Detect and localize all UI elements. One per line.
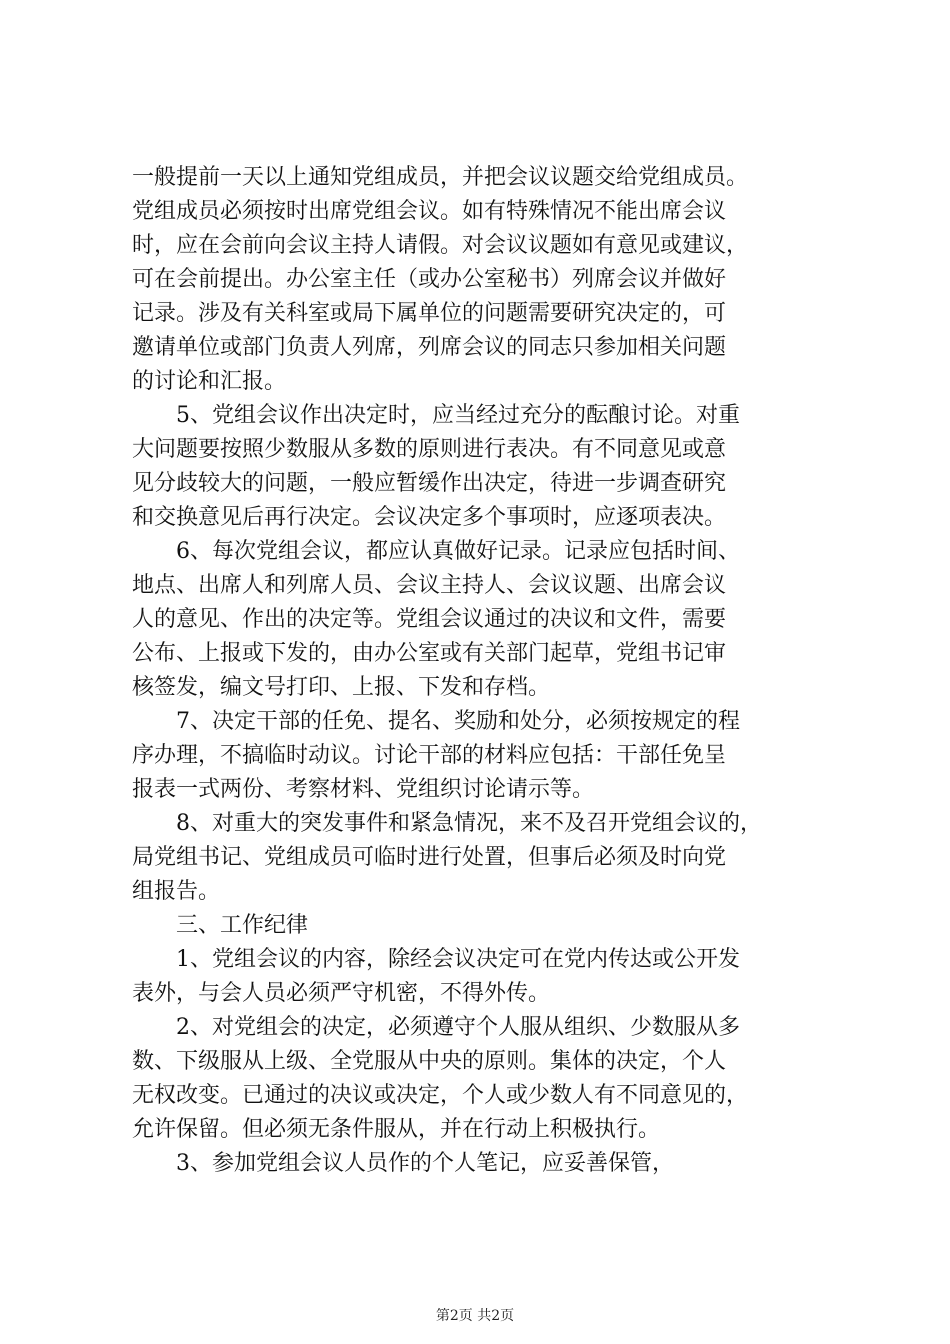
text-line: 见分歧较大的问题，一般应暂缓作出决定，待进一步调查研究 <box>132 471 727 496</box>
text-line: 2、对党组会的决定，必须遵守个人服从组织、少数服从多 <box>176 1015 740 1040</box>
text-line: 地点、出席人和列席人员、会议主持人、会议议题、出席会议 <box>132 573 727 598</box>
text-line: 党组成员必须按时出席党组会议。如有特殊情况不能出席会议 <box>132 199 727 224</box>
text-line: 一般提前一天以上通知党组成员，并把会议议题交给党组成员。 <box>132 165 749 190</box>
text-line: 3、参加党组会议人员作的个人笔记，应妥善保管， <box>176 1151 674 1176</box>
text-line: 组报告。 <box>132 879 221 904</box>
text-line: 表外，与会人员必须严守机密，不得外传。 <box>132 981 551 1006</box>
text-line: 1、党组会议的内容，除经会议决定可在党内传达或公开发 <box>176 947 740 972</box>
text-line: 6、每次党组会议，都应认真做好记录。记录应包括时间、 <box>176 539 740 564</box>
text-line: 序办理，不搞临时动议。讨论干部的材料应包括：干部任免呈 <box>132 743 727 768</box>
text-line: 局党组书记、党组成员可临时进行处置，但事后必须及时向党 <box>132 845 727 870</box>
text-line: 人的意见、作出的决定等。党组会议通过的决议和文件，需要 <box>132 607 727 632</box>
text-line: 数、下级服从上级、全党服从中央的原则。集体的决定，个人 <box>132 1049 727 1074</box>
text-line: 5、党组会议作出决定时，应当经过充分的酝酿讨论。对重 <box>176 403 740 428</box>
text-line: 和交换意见后再行决定。会议决定多个事项时，应逐项表决。 <box>132 505 727 530</box>
text-line: 可在会前提出。办公室主任（或办公室秘书）列席会议并做好 <box>132 267 727 292</box>
text-line: 的讨论和汇报。 <box>132 369 287 394</box>
text-line: 大问题要按照少数服从多数的原则进行表决。有不同意见或意 <box>132 437 727 462</box>
text-line: 邀请单位或部门负责人列席，列席会议的同志只参加相关问题 <box>132 335 727 360</box>
text-line: 公布、上报或下发的，由办公室或有关部门起草，党组书记审 <box>132 641 727 666</box>
text-line: 8、对重大的突发事件和紧急情况，来不及召开党组会议的， <box>176 811 762 836</box>
text-line: 核签发，编文号打印、上报、下发和存档。 <box>132 675 551 700</box>
text-line: 报表一式两份、考察材料、党组织讨论请示等。 <box>132 777 595 802</box>
text-line: 允许保留。但必须无条件服从，并在行动上积极执行。 <box>132 1117 661 1142</box>
document-body <box>132 161 832 1181</box>
text-line: 7、决定干部的任免、提名、奖励和处分，必须按规定的程 <box>176 709 740 734</box>
text-line: 记录。涉及有关科室或局下属单位的问题需要研究决定的，可 <box>132 301 727 326</box>
page-footer: 第2页 共2页 <box>435 1308 515 1324</box>
text-line: 无权改变。已通过的决议或决定，个人或少数人有不同意见的， <box>132 1083 749 1108</box>
text-line: 三、工作纪律 <box>176 913 309 938</box>
text-line: 时，应在会前向会议主持人请假。对会议议题如有意见或建议， <box>132 233 749 258</box>
